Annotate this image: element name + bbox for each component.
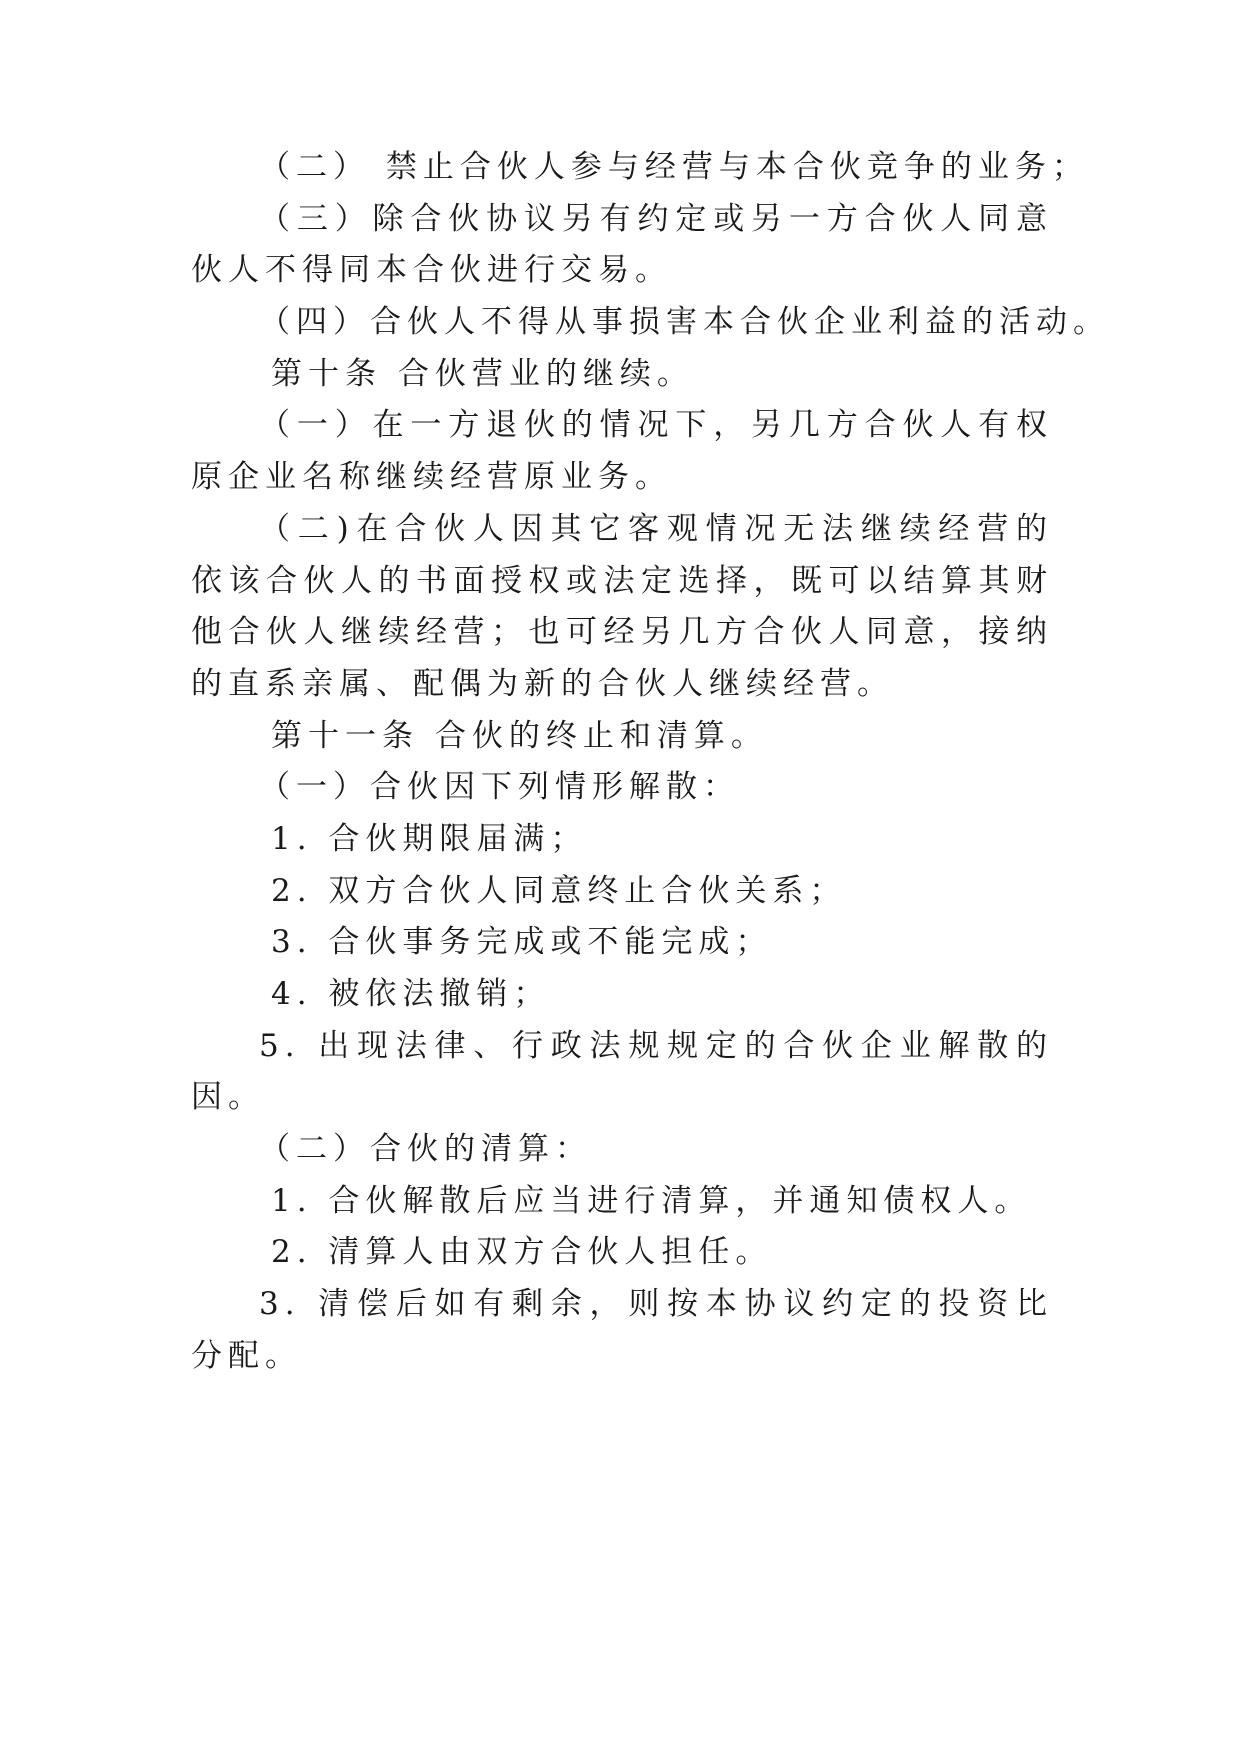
article-10-item-2-line-3: 他合伙人继续经营；也可经另几方合伙人同意，接纳 (191, 614, 1053, 650)
article-11-item-1: （一）合伙因下列情形解散： (259, 769, 740, 805)
article-10-item-1-line-1: （一）在一方退伙的情况下，另几方合伙人有权 (259, 407, 1053, 443)
liquidation-step-3-line-1: 3. 清偿后如有剩余，则按本协议约定的投资比 (259, 1286, 1053, 1322)
article-10-item-2-line-4: 的直系亲属、配偶为新的合伙人继续经营。 (191, 666, 894, 702)
article-11-heading: 第十一条 合伙的终止和清算。 (271, 718, 768, 754)
dissolution-reason-1: 1. 合伙期限届满； (271, 821, 588, 857)
article-10-heading: 第十条 合伙营业的继续。 (271, 356, 694, 392)
article-10-item-2-line-1: （二)在合伙人因其它客观情况无法继续经营的 (259, 511, 1053, 547)
dissolution-reason-3: 3. 合伙事务完成或不能完成； (271, 924, 773, 960)
dissolution-reason-2: 2. 双方合伙人同意终止合伙关系； (271, 873, 847, 909)
liquidation-step-3-line-2: 分配。 (191, 1338, 302, 1374)
article-10-item-1-line-2: 原企业名称继续经营原业务。 (191, 459, 672, 495)
dissolution-reason-4: 4. 被依法撤销； (271, 976, 551, 1012)
article-10-item-2-line-2: 依该合伙人的书面授权或法定选择，既可以结算其财 (191, 563, 1053, 599)
dissolution-reason-5-line-2: 因。 (191, 1079, 265, 1115)
article-11-item-2: （二）合伙的清算： (259, 1131, 592, 1167)
clause-9-item-3-line-1: （三）除合伙协议另有约定或另一方合伙人同意 (259, 201, 1053, 237)
clause-9-item-4: （四）合伙人不得从事损害本合伙企业利益的活动。 (259, 304, 1110, 340)
clause-9-item-2: （二） 禁止合伙人参与经营与本合伙竞争的业务； (259, 149, 1089, 185)
liquidation-step-2: 2. 清算人由双方合伙人担任。 (271, 1234, 773, 1270)
liquidation-step-1: 1. 合伙解散后应当进行清算，并通知债权人。 (271, 1183, 1032, 1219)
clause-9-item-3-line-2: 伙人不得同本合伙进行交易。 (191, 252, 672, 288)
dissolution-reason-5-line-1: 5. 出现法律、行政法规规定的合伙企业解散的 (259, 1028, 1053, 1064)
